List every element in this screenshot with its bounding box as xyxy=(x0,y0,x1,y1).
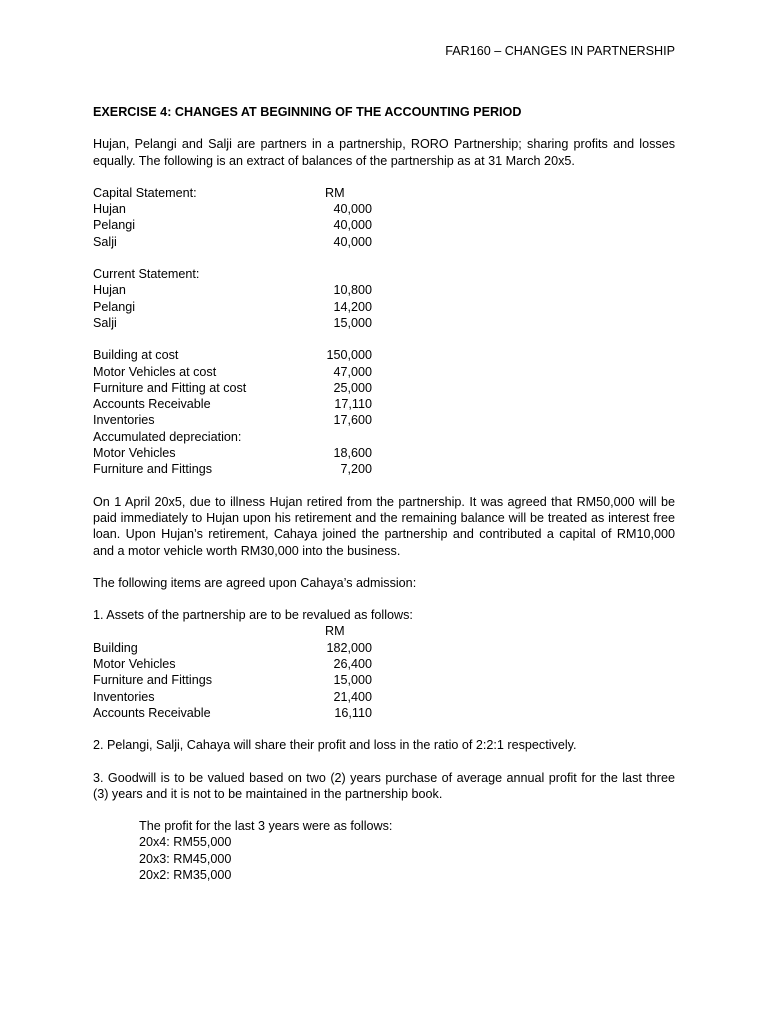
row-label: Pelangi xyxy=(93,218,136,233)
page-header: FAR160 – CHANGES IN PARTNERSHIP xyxy=(445,44,675,58)
item-2-text: 2. Pelangi, Salji, Cahaya will share their profit and loss in the ratio of 2:2:1 respectively. xyxy=(93,738,577,753)
row-value: 21,400 xyxy=(333,689,372,704)
profit-heading: The profit for the last 3 years were as follows: xyxy=(139,819,393,834)
row-value: 40,000 xyxy=(333,218,372,233)
table-row xyxy=(93,299,675,315)
row-label: Motor Vehicles xyxy=(93,657,176,672)
row-value: 17,600 xyxy=(333,413,372,428)
list-item: 20x3: RM45,000 xyxy=(139,851,232,866)
intro-paragraph: Hujan, Pelangi and Salji are partners in a partnership, RORO Partnership; sharing profits and losses equally. The following is an extract of balances of the partnership as at 31 March 20x5. xyxy=(93,137,675,168)
row-value: 15,000 xyxy=(333,315,372,330)
capital-unit: RM xyxy=(325,185,345,200)
table-row xyxy=(93,705,675,721)
table-row xyxy=(93,412,675,428)
row-value: 40,000 xyxy=(333,234,372,249)
capital-heading: Capital Statement: xyxy=(93,185,197,200)
current-statement-table xyxy=(93,266,675,331)
revalued-assets-table xyxy=(93,623,675,721)
list-item: 20x2: RM35,000 xyxy=(139,867,232,882)
table-row xyxy=(93,201,675,217)
row-label: Accounts Receivable xyxy=(93,705,211,720)
table-row xyxy=(93,315,675,331)
row-label: Salji xyxy=(93,315,117,330)
table-row xyxy=(93,689,675,705)
row-value: 14,200 xyxy=(333,299,372,314)
table-row xyxy=(93,282,675,298)
row-label: Accounts Receivable xyxy=(93,397,211,412)
profit-history xyxy=(139,818,675,883)
table-row xyxy=(93,445,675,461)
row-value: 7,200 xyxy=(340,462,372,477)
document-body xyxy=(93,104,675,883)
agreed-items-intro: The following items are agreed upon Cahaya’s admission: xyxy=(93,575,417,590)
retirement-paragraph: On 1 April 20x5, due to illness Hujan retired from the partnership. It was agreed that RM50,000 will be paid immediately to Hujan upon his retirement and the remaining balance will be treated as interest free loan. Upon Hujan’s retirement, Cahaya joined the partnership and contributed a capital of RM10,000 and a motor vehicle worth RM30,000 into the business. xyxy=(93,494,675,558)
row-value: 17,110 xyxy=(334,397,372,412)
row-value: 18,600 xyxy=(333,446,372,461)
item-1-text: 1. Assets of the partnership are to be revalued as follows: xyxy=(93,608,413,623)
table-row xyxy=(93,429,675,445)
row-value: 15,000 xyxy=(333,673,372,688)
row-value: 25,000 xyxy=(333,380,372,395)
row-value: 26,400 xyxy=(333,657,372,672)
row-label: Hujan xyxy=(93,202,126,217)
row-label: Motor Vehicles at cost xyxy=(93,364,217,379)
row-label: Furniture and Fittings xyxy=(93,462,212,477)
row-label: Motor Vehicles xyxy=(93,446,176,461)
table-row xyxy=(93,672,675,688)
table-row xyxy=(93,396,675,412)
assets-table xyxy=(93,347,675,477)
table-row xyxy=(93,656,675,672)
exercise-title: EXERCISE 4: CHANGES AT BEGINNING OF THE ACCOUNTING PERIOD xyxy=(93,105,522,119)
table-row xyxy=(93,364,675,380)
row-label: Building at cost xyxy=(93,348,179,363)
row-label: Furniture and Fittings xyxy=(93,673,212,688)
table-row xyxy=(93,461,675,477)
row-value: 10,800 xyxy=(333,283,372,298)
current-heading: Current Statement: xyxy=(93,267,200,282)
revalued-unit: RM xyxy=(325,624,345,639)
row-label: Inventories xyxy=(93,413,155,428)
row-label: Hujan xyxy=(93,283,126,298)
table-row xyxy=(93,347,675,363)
row-label: Furniture and Fitting at cost xyxy=(93,380,247,395)
table-row xyxy=(93,640,675,656)
row-label: Pelangi xyxy=(93,299,136,314)
item-3-text: 3. Goodwill is to be valued based on two (2) years purchase of average annual profit for the last three (3) years and it is not to be maintained in the partnership book. xyxy=(93,770,675,801)
table-row xyxy=(93,217,675,233)
row-value: 40,000 xyxy=(333,202,372,217)
table-row xyxy=(93,234,675,250)
row-value: 47,000 xyxy=(333,364,372,379)
row-label: Inventories xyxy=(93,689,155,704)
row-value: 150,000 xyxy=(326,348,372,363)
row-value xyxy=(289,429,372,445)
row-value: 16,110 xyxy=(334,705,372,720)
row-label: Accumulated depreciation: xyxy=(93,429,242,444)
row-value: 182,000 xyxy=(326,640,372,655)
list-item: 20x4: RM55,000 xyxy=(139,835,232,850)
row-label: Salji xyxy=(93,234,117,249)
capital-statement-table xyxy=(93,185,675,250)
row-label: Building xyxy=(93,640,138,655)
table-row xyxy=(93,380,675,396)
